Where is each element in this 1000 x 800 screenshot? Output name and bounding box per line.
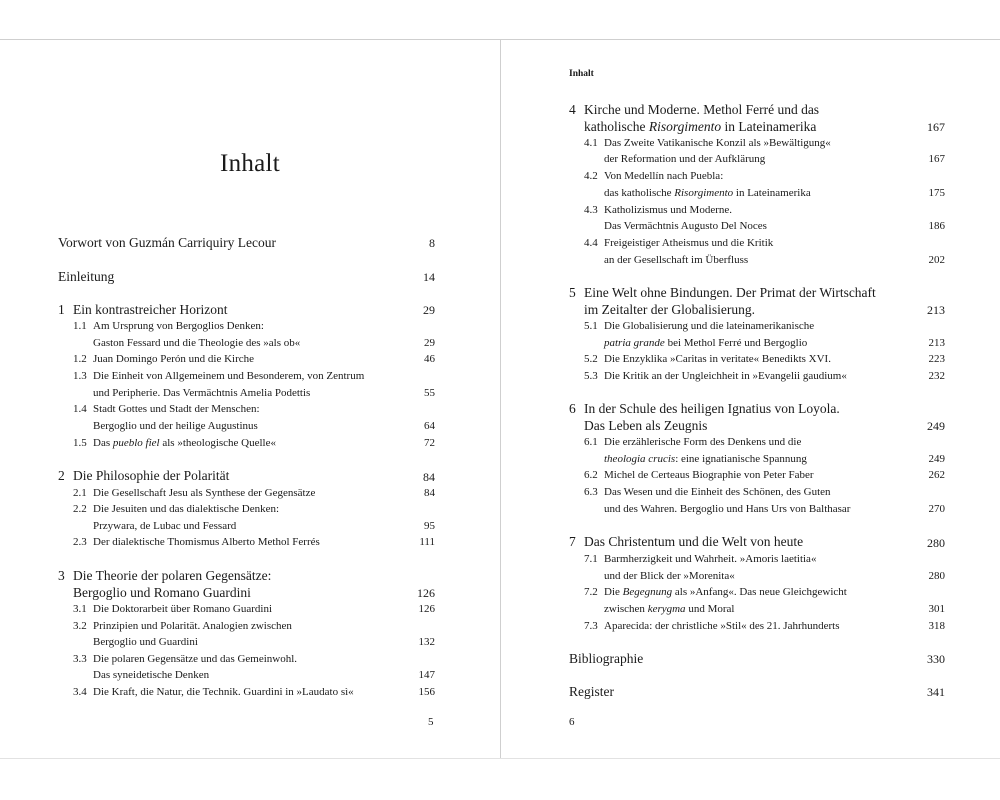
chapter-title: Kirche und Moderne. Methol Ferré und das [584,102,820,117]
section-number: 5.3 [584,370,598,382]
page-number: 280 [928,570,945,582]
section-number: 1.1 [73,320,87,332]
section-title: Katholizismus und Moderne. [604,204,733,216]
section-title: Die Enzyklika »Caritas in veritate« Benedikts XVI. [604,353,831,365]
page-number: 280 [927,536,945,550]
section-title-cont: patria grande bei Methol Ferré und Bergoglio [604,337,808,349]
section-title: Am Ursprung von Bergoglios Denken: [93,320,264,332]
section-title: Das Wesen und die Einheit des Schönen, des Guten [604,486,831,498]
entry-title: Register [569,684,614,699]
chapter-title-cont: Das Leben als Zeugnis [584,418,708,433]
page-number: 223 [928,353,945,365]
running-head: Inhalt [569,69,594,79]
section-number: 2.2 [73,503,87,515]
section-title: Die Gesellschaft Jesu als Synthese der Gegensätze [93,487,316,499]
page-number: 262 [928,469,945,481]
chapter-title: Eine Welt ohne Bindungen. Der Primat der Wirtschaft [584,285,876,300]
page-number: 301 [928,603,945,615]
section-number: 6.2 [584,469,598,481]
left-page [0,40,500,758]
section-title-cont: theologia crucis: eine ignatianische Spannung [604,453,807,465]
page-number: 147 [418,669,435,681]
chapter-number: 6 [569,401,576,416]
page-number: 95 [424,520,435,532]
section-title-cont: an der Gesellschaft im Überfluss [604,254,749,266]
section-title-cont: und der Blick der »Morenita« [604,570,735,582]
page-number: 167 [928,153,945,165]
chapter-title: Das Christentum und die Welt von heute [584,534,804,549]
section-title: Freigeistiger Atheismus und die Kritik [604,237,774,249]
section-title: Die polaren Gegensätze und das Gemeinwohl. [93,653,298,665]
page-number: 84 [423,470,435,484]
chapter-title-cont: katholische Risorgimento in Lateinamerika [584,119,817,134]
section-number: 4.1 [584,137,598,149]
section-number: 1.3 [73,370,87,382]
page-number: 126 [417,586,435,600]
section-title-cont: Das syneidetische Denken [93,669,210,681]
page-number: 72 [424,437,435,449]
section-title: Die Kritik an der Ungleichheit in »Evangelii gaudium« [604,370,847,382]
page-number: 156 [418,686,435,698]
section-title-cont: zwischen kerygma und Moral [604,603,735,615]
section-title-cont: Bergoglio und der heilige Augustinus [93,420,258,432]
section-number: 1.4 [73,403,87,415]
section-title-cont: Przywara, de Lubac und Fessard [93,520,237,532]
section-title: Barmherzigkeit und Wahrheit. »Amoris laetitia« [604,553,817,565]
section-title: Die erzählerische Form des Denkens und die [604,436,802,448]
section-number: 3.2 [73,620,87,632]
chapter-title-cont: Bergoglio und Romano Guardini [73,585,251,600]
section-number: 3.3 [73,653,87,665]
section-title: Von Medellín nach Puebla: [604,170,724,182]
section-title: Die Einheit von Allgemeinem und Besonderem, von Zentrum [93,370,365,382]
page-number: 232 [928,370,945,382]
section-title-cont: und Peripherie. Das Vermächtnis Amelia Podettis [93,387,311,399]
page-number: 202 [928,254,945,266]
page-number: 55 [424,387,435,399]
page-number: 330 [927,652,945,666]
section-title: Die Globalisierung und die lateinamerikanische [604,320,815,332]
section-title: Der dialektische Thomismus Alberto Methol Ferrés [93,536,320,548]
chapter-number: 5 [569,285,576,300]
page-title: Inhalt [219,150,281,177]
chapter-title: Die Theorie der polaren Gegensätze: [73,568,272,583]
page-number: 213 [927,303,945,317]
page-number: 167 [927,120,945,134]
section-number: 4.3 [584,204,598,216]
entry-title: Einleitung [58,269,115,284]
page-number: 270 [928,503,945,515]
page-number: 111 [419,536,435,548]
section-title: Das Zweite Vatikanische Konzil als »Bewältigung« [604,137,831,149]
entry-title: Bibliographie [569,651,644,666]
page-number: 132 [418,636,435,648]
page-number: 64 [424,420,435,432]
right-page [501,40,1000,758]
section-title-cont: Bergoglio und Guardini [93,636,198,648]
chapter-number: 4 [569,102,576,117]
page-number: 126 [418,603,435,615]
section-number: 7.1 [584,553,598,565]
page-number: 46 [424,353,435,365]
page-number: 249 [927,419,945,433]
page-number: 84 [424,487,435,499]
section-number: 2.1 [73,487,87,499]
page-number: 14 [423,270,435,284]
page-folio: 6 [569,716,575,728]
page-number: 341 [927,685,945,699]
section-title: Michel de Certeaus Biographie von Peter Faber [604,469,814,481]
chapter-title: Die Philosophie der Polarität [73,468,230,483]
entry-title: Vorwort von Guzmán Carriquiry Lecour [58,235,276,250]
chapter-title: Ein kontrastreicher Horizont [73,302,228,317]
section-number: 7.3 [584,620,598,632]
chapter-number: 7 [569,534,576,549]
section-number: 6.1 [584,436,598,448]
page-number: 29 [424,337,435,349]
chapter-number: 3 [58,568,65,583]
section-title-cont: Gaston Fessard und die Theologie des »als ob« [93,337,301,349]
section-title-cont: und des Wahren. Bergoglio und Hans Urs von Balthasar [604,503,851,515]
section-title: Prinzipien und Polarität. Analogien zwischen [93,620,292,632]
section-number: 3.4 [73,686,87,698]
section-title: Stadt Gottes und Stadt der Menschen: [93,403,260,415]
chapter-title-cont: im Zeitalter der Globalisierung. [584,302,755,317]
section-title-cont: der Reformation und der Aufklärung [604,153,766,165]
page-number: 318 [928,620,945,632]
section-title: Das pueblo fiel als »theologische Quelle« [93,437,276,449]
page-number: 29 [423,303,435,317]
section-title: Die Doktorarbeit über Romano Guardini [93,603,273,615]
section-number: 1.2 [73,353,87,365]
section-title-cont: das katholische Risorgimento in Lateinamerika [604,187,811,199]
section-number: 2.3 [73,536,87,548]
section-number: 3.1 [73,603,87,615]
section-title: Aparecida: der christliche »Stil« des 21. Jahrhunderts [604,620,840,632]
page-number: 8 [429,236,435,250]
chapter-number: 2 [58,468,65,483]
section-number: 6.3 [584,486,598,498]
section-number: 5.1 [584,320,598,332]
section-number: 1.5 [73,437,87,449]
page-number: 249 [928,453,945,465]
section-number: 4.2 [584,170,598,182]
section-title: Die Jesuiten und das dialektische Denken: [93,503,280,515]
section-title: Die Begegnung als »Anfang«. Das neue Gleichgewicht [604,586,847,598]
page-number: 175 [928,187,945,199]
section-number: 4.4 [584,237,598,249]
section-title: Die Kraft, die Natur, die Technik. Guardini in »Laudato sì« [93,686,354,698]
section-title: Juan Domingo Perón und die Kirche [93,353,254,365]
section-title-cont: Das Vermächtnis Augusto Del Noces [604,220,767,232]
bottom-divider [0,758,1000,759]
page-number: 213 [928,337,945,349]
page-number: 186 [928,220,945,232]
page-folio: 5 [428,716,434,728]
section-number: 5.2 [584,353,598,365]
chapter-title: In der Schule des heiligen Ignatius von Loyola. [584,401,840,416]
section-number: 7.2 [584,586,598,598]
chapter-number: 1 [58,302,65,317]
